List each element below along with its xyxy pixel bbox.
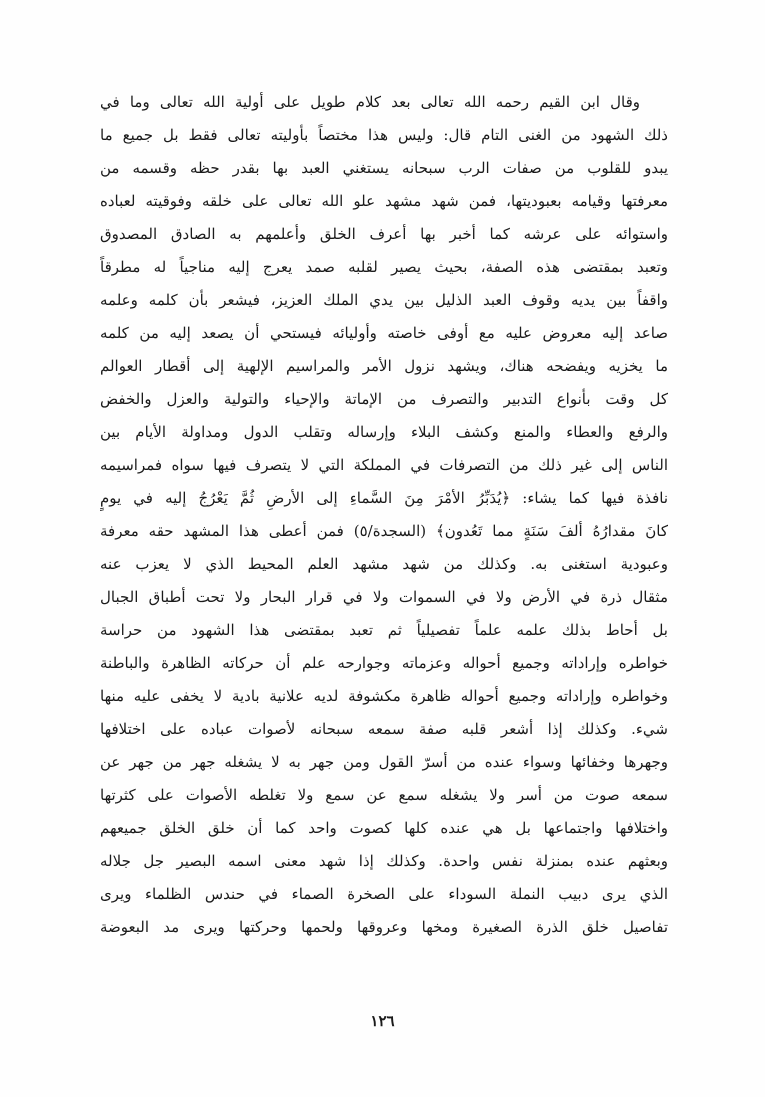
text-line-17: بل أحاط بذلك علمه علماً تفصيلياً ثم تعبد بمقتضى هذا الشهود من حراسة <box>100 621 668 639</box>
text-line-6: وتعبد بمقتضى هذه الصفة، بحيث يصير لقلبه صمد يعرج إليه مناجياً له مطرقاً <box>100 258 668 276</box>
text-line-12: الناس إلى غير ذلك من التصرفات في المملكة التي لا يتصرف فيها سواه فمراسيمه <box>100 456 668 474</box>
text-line-25: الذي يرى دبيب النملة السوداء على الصخرة الصماء في حندس الظلماء ويرى <box>100 885 668 903</box>
text-line-7: واقفاً بين يديه وقوف العبد الذليل بين يدي الملك العزيز، فيشعر بأن كلمه وعلمه <box>100 291 668 309</box>
text-line-13: نافذة فيها كما يشاء: ﴿يُدَبِّرُ الأمْرَ مِنَ السَّماءِ إلى الأرضِ ثُمَّ يَعْرُجُ إليه في يومٍ <box>100 489 668 507</box>
text-line-4: معرفتها وقيامه بعبوديتها، فمن شهد مشهد علو الله تعالى على خلقه وفوقيته لعباده <box>100 192 668 210</box>
text-line-10: كل وقت بأنواع التدبير والتصرف من الإماتة والإحياء والتولية والعزل والخفض <box>100 390 668 408</box>
text-line-18: خواطره وإراداته وجميع أحواله وعزماته وجوارحه علم أن حركاته الظاهرة والباطنة <box>100 654 668 672</box>
text-line-22: سمعه صوت من أسر ولا يشغله سمع عن سمع ولا تغلطه الأصوات على كثرتها <box>100 786 668 804</box>
page-number: ١٢٦ <box>370 1012 395 1030</box>
text-line-5: واستوائه على عرشه كما أخبر بها أعرف الخلق وأعلمهم به الصادق المصدوق <box>100 225 668 243</box>
text-line-3: يبدو للقلوب من صفات الرب سبحانه يستغني العبد بها بقدر حظه وقسمه من <box>100 159 668 177</box>
text-line-14: كانَ مقدارُهُ ألفَ سَنَةٍ مما تَعُدون﴾ (السجدة/٥) فمن أعطى هذا المشهد حقه معرفة <box>100 522 668 540</box>
text-line-20: شيء. وكذلك إذا أشعر قلبه صفة سمعه سبحانه لأصوات عباده على اختلافها <box>100 720 668 738</box>
text-line-2: ذلك الشهود من الغنى التام قال: وليس هذا مختصاً بأوليته تعالى فقط بل جميع ما <box>100 126 668 144</box>
text-line-26: تفاصيل خلق الذرة الصغيرة ومخها وعروقها ولحمها وحركتها ويرى مد البعوضة <box>100 918 668 936</box>
text-line-21: وجهرها وخفائها وسواء عنده من أسرّ القول ومن جهر به لا يشغله جهر من جهر عن <box>100 753 668 771</box>
text-line-9: ما يخزيه ويفضحه هناك، ويشهد نزول الأمر والمراسيم الإلهية إلى أقطار العوالم <box>100 357 668 375</box>
text-line-11: والرفع والعطاء والمنع وكشف البلاء وإرساله وتقلب الدول ومداولة الأيام بين <box>100 423 668 441</box>
text-line-24: وبعثهم عنده بمنزلة نفس واحدة. وكذلك إذا شهد معنى اسمه البصير جل جلاله <box>100 852 668 870</box>
text-line-23: واختلافها واجتماعها بل هي عنده كلها كصوت واحد كما أن خلق الخلق جميعهم <box>100 819 668 837</box>
text-line-8: صاعد إليه معروض عليه مع أوفى خاصته وأوليائه فيستحي أن يصعد إليه من كلمه <box>100 324 668 342</box>
text-line-19: وخواطره وإراداته وجميع أحواله ظاهرة مكشوفة لديه علانية بادية لا يخفى عليه منها <box>100 687 668 705</box>
text-line-1: وقال ابن القيم رحمه الله تعالى بعد كلام طويل على أولية الله تعالى وما في <box>100 93 640 111</box>
text-line-16: مثقال ذرة في الأرض ولا في السموات ولا في قرار البحار ولا تحت أطباق الجبال <box>100 588 668 606</box>
body-text <box>100 86 668 944</box>
text-line-15: وعبودية استغنى به. وكذلك من شهد مشهد العلم المحيط الذي لا يعزب عنه <box>100 555 668 573</box>
